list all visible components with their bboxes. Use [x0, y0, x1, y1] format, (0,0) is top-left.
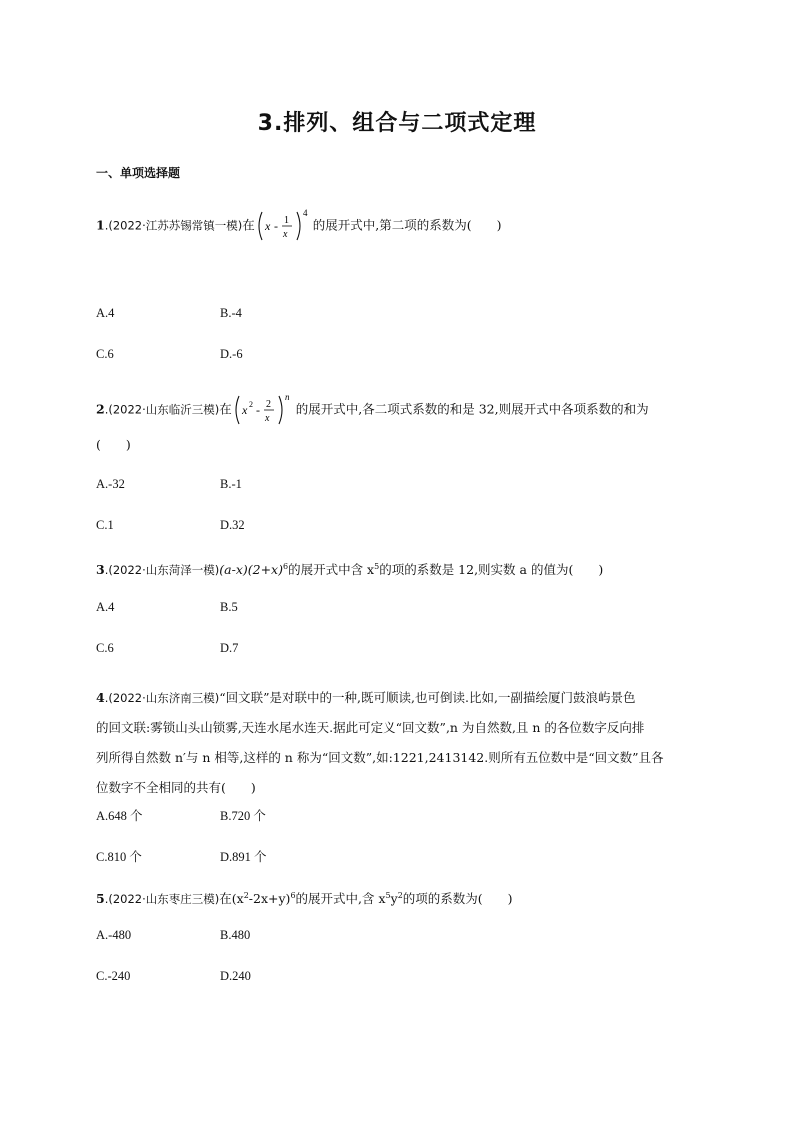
question-3	[96, 552, 696, 585]
formula-x-minus-1-over-x-pow-4	[255, 206, 313, 246]
choice-a[interactable]: A.-480	[96, 928, 132, 942]
choice-c[interactable]: C.6	[96, 347, 114, 361]
choice-b[interactable]: B.-1	[220, 477, 242, 491]
question-number: 1	[96, 217, 105, 233]
svg-text:-: -	[255, 403, 260, 417]
question-source: .(2022·江苏苏锡常镇一模)	[104, 218, 243, 233]
question-number: 3	[96, 562, 105, 578]
stem-line: 列所得自然数 n′与 n 相等,这样的 n 称为“回文数”,如:1221,2413142.则所有五位数中是“回文数”且各	[96, 750, 664, 765]
choice-c[interactable]: C.-240	[96, 969, 131, 983]
exponent: 5	[385, 891, 391, 900]
stem-text: -2x+y)	[248, 891, 291, 907]
choice-d[interactable]: D.891 个	[220, 850, 267, 864]
stem-line: “回文联”是对联中的一种,既可顺读,也可倒读.比如,一副描绘厦门鼓浪屿景色	[219, 690, 636, 705]
svg-text:x: x	[241, 403, 248, 417]
choice-a[interactable]: A.4	[96, 306, 115, 320]
page-title: 3.排列、组合与二项式定理	[257, 111, 537, 136]
stem-line: 位数字不全相同的共有( )	[96, 780, 256, 795]
choice-c[interactable]: C.1	[96, 518, 114, 532]
choice-d[interactable]: D.32	[220, 518, 245, 532]
stem-text: 的项的系数是 12,则实数 a 的值为( )	[379, 562, 604, 578]
question-number: 4	[96, 690, 105, 705]
stem-text: 在(x	[219, 891, 244, 907]
exponent: 2	[397, 891, 403, 900]
question-4	[96, 683, 696, 803]
stem-line: 的回文联:雾锁山头山锁雾,天连水尾水连天.据此可定义“回文数”,n 为自然数,且 n 的各位数字反向排	[96, 720, 645, 735]
stem-text: ( )	[96, 437, 131, 452]
choice-a[interactable]: A.648 个	[96, 809, 143, 823]
svg-text:x: x	[282, 229, 288, 240]
question-number: 5	[96, 891, 105, 907]
choice-b[interactable]: B.480	[220, 928, 251, 942]
stem-text: 的展开式中,含 x	[295, 891, 386, 907]
svg-text:2: 2	[248, 400, 253, 409]
stem-text: 在	[242, 217, 255, 233]
question-1	[96, 206, 696, 246]
question-source: .(2022·山东枣庄三模)	[104, 892, 220, 907]
question-5	[96, 881, 696, 914]
choice-b[interactable]: B.720 个	[220, 809, 266, 823]
stem-text: y	[390, 891, 398, 907]
choice-b[interactable]: B.5	[220, 600, 238, 614]
stem-text: 的项的系数为( )	[402, 891, 513, 907]
question-source: .(2022·山东菏泽一模)	[104, 563, 220, 578]
question-source: .(2022·山东济南三模)	[104, 691, 220, 705]
choice-b[interactable]: B.-4	[220, 306, 242, 320]
svg-text:x: x	[264, 219, 271, 233]
svg-text:x: x	[264, 413, 270, 424]
choice-d[interactable]: D.240	[220, 969, 251, 983]
section-title: 一、单项选择题	[96, 166, 181, 180]
svg-text:1: 1	[283, 215, 289, 226]
svg-text:-: -	[273, 219, 278, 233]
question-number: 2	[96, 401, 105, 417]
stem-text: (a-x)(2+x)	[219, 562, 283, 578]
question-source: .(2022·山东临沂三模)	[104, 402, 220, 417]
exponent: 5	[374, 562, 380, 571]
choice-d[interactable]: D.-6	[220, 347, 243, 361]
stem-text: 的展开式中,第二项的系数为( )	[312, 217, 502, 233]
choice-a[interactable]: A.4	[96, 600, 115, 614]
exponent: 6	[290, 891, 296, 900]
exponent: 6	[282, 562, 289, 571]
svg-text:4: 4	[302, 208, 308, 218]
formula-x2-minus-2-over-x-pow-n	[232, 390, 296, 430]
choice-d[interactable]: D.7	[220, 641, 239, 655]
svg-text:2: 2	[265, 399, 271, 410]
choice-c[interactable]: C.810 个	[96, 850, 142, 864]
stem-text: 的展开式中,各二项式系数的和是 32,则展开式中各项系数的和为	[295, 401, 649, 417]
choice-a[interactable]: A.-32	[96, 477, 125, 491]
question-2	[96, 390, 696, 460]
choice-c[interactable]: C.6	[96, 641, 114, 655]
svg-text:n: n	[284, 392, 290, 402]
stem-text: 的展开式中含 x	[288, 562, 375, 578]
exponent: 2	[243, 891, 249, 900]
stem-text: 在	[219, 401, 232, 417]
